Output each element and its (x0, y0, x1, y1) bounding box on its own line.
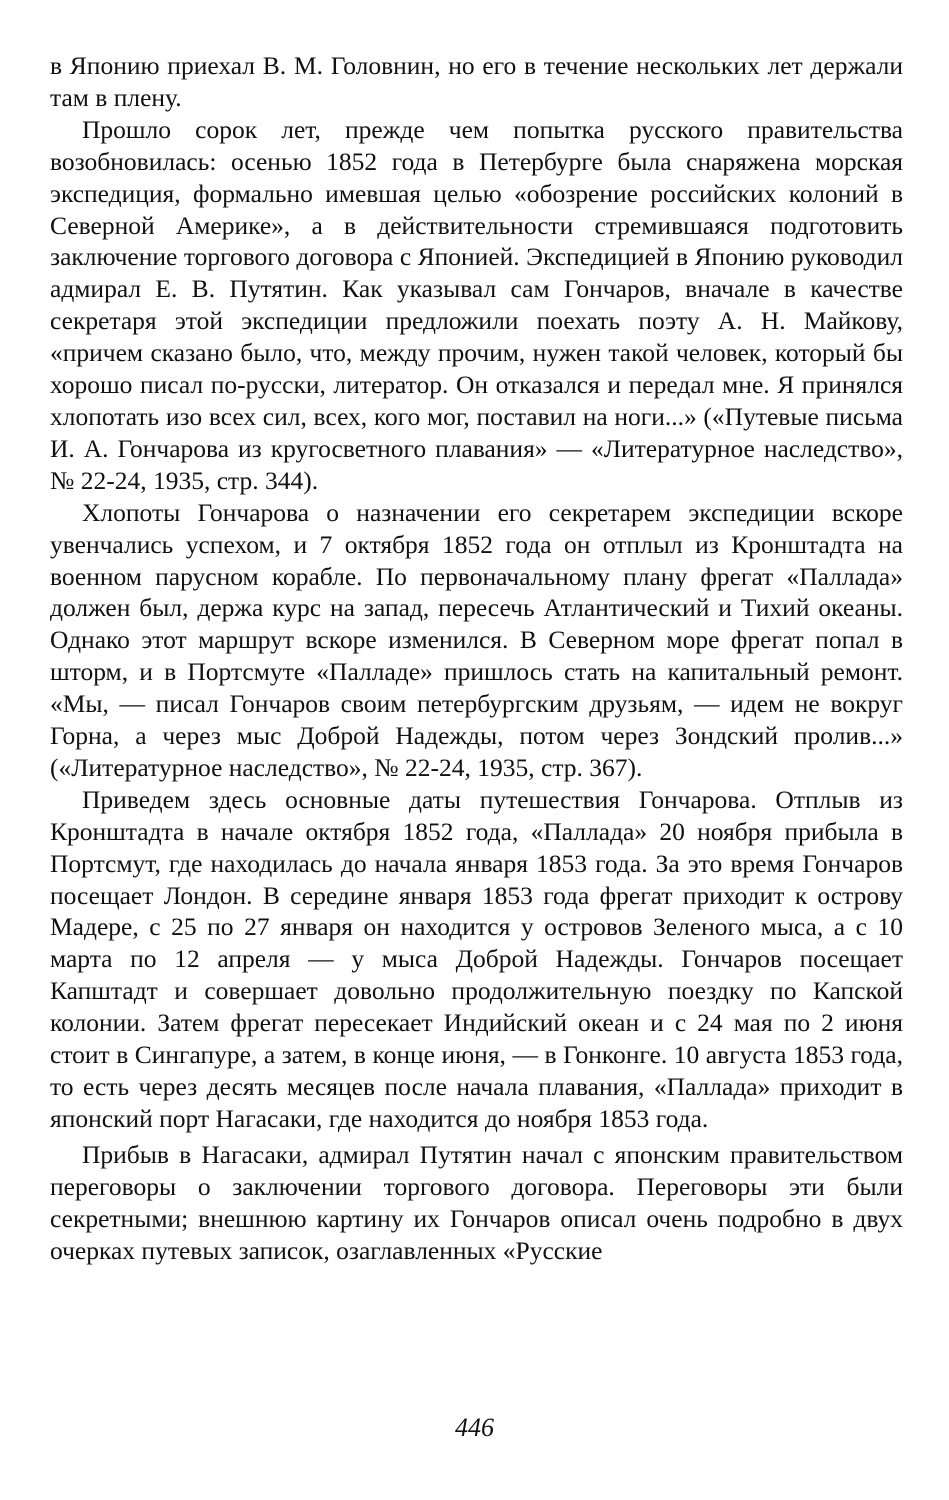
paragraph-5: Прибыв в Нагасаки, адмирал Путятин начал с японским правительством переговоры о заключении торгового договора. Переговоры эти были секретными; внешнюю картину их Гончаров описал очень подробно в двух очерках путевых записок, озаглавленных «Русские (50, 1139, 903, 1265)
paragraph-1: в Японию приехал В. М. Головнин, но его в течение нескольких лет держали там в плену. (50, 51, 903, 112)
paragraph-4: Приведем здесь основные даты путешествия Гончарова. Отплыв из Кронштадта в начале октября 1852 года, «Паллада» 20 ноября прибыла в Портсмут, где находилась до начала января 1853 года. За это время Гончаров посещает Лондон. В середине января 1853 года фрегат приходит к острову Мадере, с 25 по 27 января он находится у островов Зеленого мыса, а с 10 марта по 12 апреля — у мыса Доброй Надежды. Гончаров посещает Капштадт и совершает довольно продолжительную поездку по Капской колонии. Затем фрегат пересекает Индийский океан и с 24 мая по 2 июня стоит в Сингапуре, а затем, в конце июня, — в Гонконге. 10 августа 1853 года, то есть через десять месяцев после начала плавания, «Паллада» приходит в японский порт Нагасаки, где находится до ноября 1853 года. (50, 784, 903, 1133)
page-number: 446 (455, 1413, 494, 1442)
page-body (50, 50, 903, 1266)
paragraph-2: Прошло сорок лет, прежде чем попытка русского правительства возобновилась: осенью 1852 года в Петербурге была снаряжена морская экспедиция, формально имевшая целью «обозрение российских колоний в Северной Америке», а в действительности стремившаяся подготовить заключение торгового договора с Японией. Экспедицией в Японию руководил адмирал Е. В. Путятин. Как указывал сам Гончаров, вначале в качестве секретаря этой экспедиции предложили поехать поэту А. Н. Майкову, «причем сказано было, что, между прочим, нужен такой человек, который бы хорошо писал по-русски, литератор. Он отказался и передал мне. Я принялся хлопотать изо всех сил, всех, кого мог, поставил на ноги...» («Путевые письма И. А. Гончарова из кругосветного плавания» — «Литературное наследство», № 22-24, 1935, стр. 344). (50, 114, 903, 495)
paragraph-3: Хлопоты Гончарова о назначении его секретарем экспедиции вскоре увенчались успехом, и 7 октября 1852 года он отплыл из Кронштадта на военном парусном корабле. По первоначальному плану фрегат «Паллада» должен был, держа курс на запад, пересечь Атлантический и Тихий океаны. Однако этот маршрут вскоре изменился. В Северном море фрегат попал в шторм, и в Портсмуте «Палладе» пришлось стать на капитальный ремонт. «Мы, — писал Гончаров своим петербургским друзьям, — идем не вокруг Горна, а через мыс Доброй Надежды, потом через Зондский пролив...» («Литературное наследство», № 22-24, 1935, стр. 367). (50, 497, 903, 782)
